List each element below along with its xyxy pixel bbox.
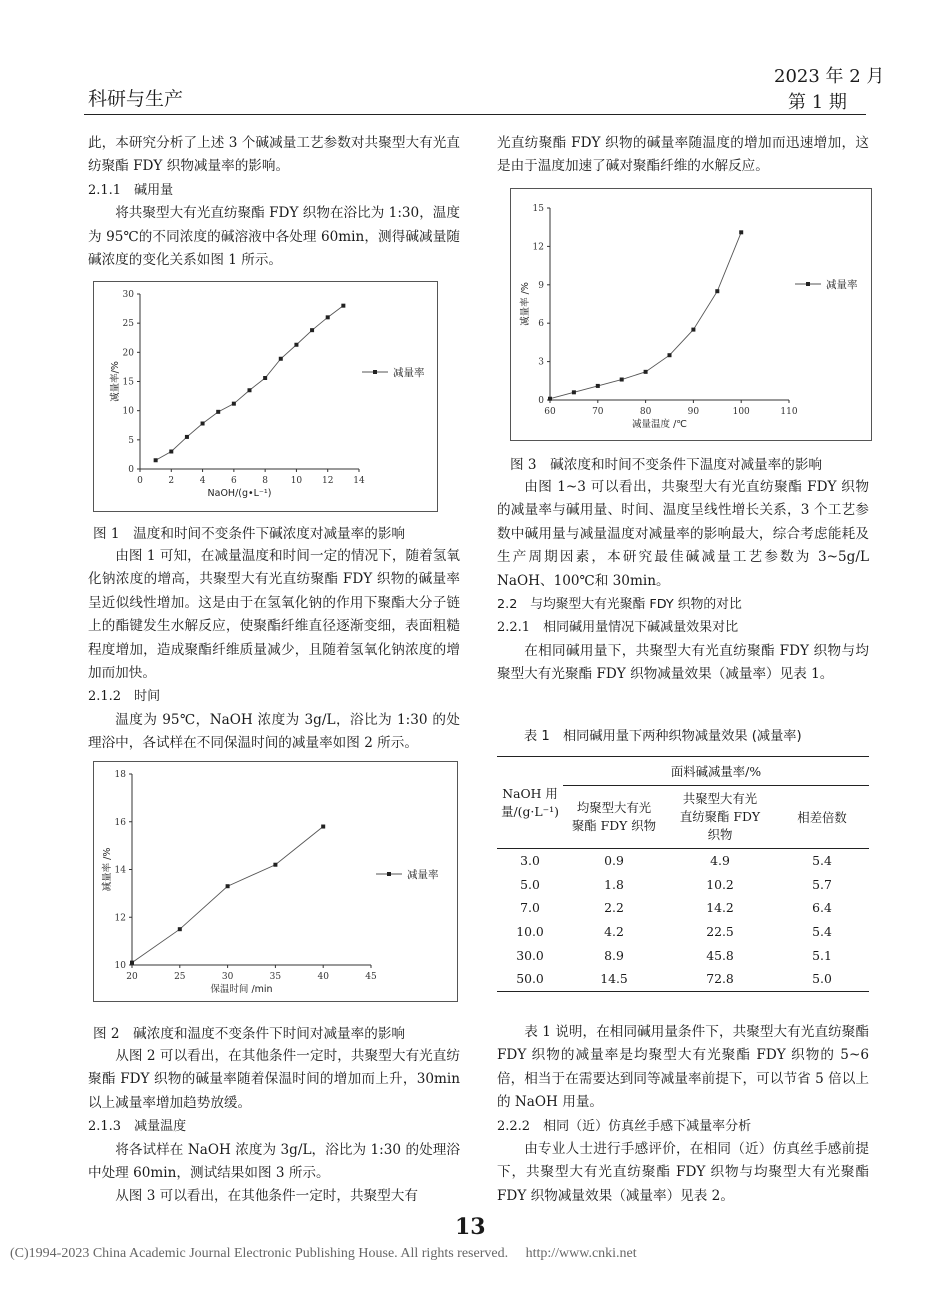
table-row <box>497 896 869 920</box>
table-cell: 14.2 <box>706 900 734 916</box>
y-tick-label: 15 <box>532 204 544 214</box>
x-tick-label: 4 <box>199 476 206 486</box>
table-row <box>497 873 869 897</box>
data-point <box>321 825 325 829</box>
section-heading-2-1-1: 2.1.1 碱用量 <box>88 182 174 198</box>
paragraph: 将各试样在 NaOH 浓度为 3g/L，浴比为 1:30 的处理浴中处理 60min，测试结果如图 3 所示。 <box>88 1141 460 1182</box>
paragraph: 从图 2 可以看出，在其他条件一定时，共聚型大有光直纺聚酯 FDY 织物的碱量率随着保温时间的增加而上升，30min 以上减量率增加趋势放缓。 <box>88 1048 460 1111</box>
y-tick-label: 14 <box>114 865 126 876</box>
table-1-title: 表 1 相同碱用量下两种织物减量效果 (减量率) <box>524 729 802 744</box>
paragraph: 光直纺聚酯 FDY 织物的碱量率随温度的增加而迅速增加，这是由于温度加速了碱对聚酯纤维的水解反应。 <box>497 135 869 175</box>
x-tick-label: 8 <box>262 476 269 486</box>
table-cell: 4.9 <box>710 853 730 869</box>
table-header-naoh <box>497 757 563 849</box>
issue-date: 2023 年 2 月 <box>774 66 885 87</box>
y-axis-label: 减量率/% <box>110 361 121 402</box>
table-cell: 2.2 <box>604 900 624 916</box>
x-axis-label: NaOH/(g•L⁻¹) <box>207 488 272 499</box>
data-point <box>620 378 624 382</box>
figure-1-caption: 图 1 温度和时间不变条件下碱浓度对减量率的影响 <box>93 526 406 542</box>
issue-number: 第 1 期 <box>788 92 847 113</box>
paragraph: 由图 1 可知，在减量温度和时间一定的情况下，随着氢氧化钠浓度的增高，共聚型大有光直纺聚酯 FDY 织物的碱量率呈近似线性增加。这是由于在氢氧化钠的作用下聚酯大分子链上的酯键发生水解反应，使聚酯纤维直径逐渐变细，表面粗糙程度增加，造成聚酯纤维质量减少，且随着氢氧化钠浓度的增加而加快。 <box>88 548 460 682</box>
x-axis-label: 减量温度 /℃ <box>632 419 687 430</box>
table-cell: 10.0 <box>516 924 544 940</box>
data-point <box>273 863 277 867</box>
section-heading-2-2-1: 2.2.1 相同碱用量情况下碱减量效果对比 <box>497 620 739 636</box>
table-1 <box>497 756 869 992</box>
header-line: 均聚型大有光 <box>576 800 652 815</box>
y-tick-label: 25 <box>122 319 134 330</box>
figure-1 <box>93 281 438 512</box>
legend-label: 减量率 <box>407 869 439 881</box>
x-tick-label: 20 <box>126 972 138 982</box>
data-point <box>226 884 230 888</box>
x-tick-label: 30 <box>221 972 234 982</box>
x-tick-label: 100 <box>732 407 750 417</box>
figure-3-chart <box>511 189 871 440</box>
data-point <box>326 315 330 319</box>
header-line: NaOH 用 <box>502 785 558 801</box>
table-cell: 1.8 <box>604 876 624 892</box>
legend-marker <box>373 370 377 374</box>
data-point <box>341 304 345 308</box>
data-point <box>169 450 173 454</box>
data-point <box>154 458 158 462</box>
table-cell: 10.2 <box>706 876 734 892</box>
header-line: 聚酯 FDY 织物 <box>571 818 657 833</box>
y-tick-label: 10 <box>114 961 126 971</box>
x-tick-label: 40 <box>317 972 329 982</box>
data-point <box>668 353 672 357</box>
section-heading-2-2-2: 2.2.2 相同（近）仿真丝手感下减量率分析 <box>497 1118 752 1134</box>
data-point <box>279 357 283 361</box>
figure-3 <box>510 188 872 441</box>
paragraph: 温度为 95℃，NaOH 浓度为 3g/L，浴比为 1:30 的处理浴中，各试样在不同保温时间的减量率如图 2 所示。 <box>88 711 460 752</box>
legend-label: 减量率 <box>393 367 425 379</box>
figure-2-chart <box>94 762 457 1001</box>
data-point <box>185 435 189 439</box>
y-tick-label: 6 <box>538 319 544 330</box>
x-tick-label: 35 <box>269 972 282 982</box>
right-column-top <box>497 132 869 179</box>
table-cell: 4.2 <box>604 924 624 940</box>
y-tick-label: 5 <box>128 435 134 446</box>
y-tick-label: 0 <box>538 396 544 406</box>
x-tick-label: 90 <box>687 407 700 417</box>
figure-2-caption: 图 2 碱浓度和温度不变条件下时间对减量率的影响 <box>93 1026 406 1042</box>
section-heading-2-1-2: 2.1.2 时间 <box>88 689 161 705</box>
table-cell: 50.0 <box>516 971 544 987</box>
data-point <box>263 376 267 380</box>
legend-label: 减量率 <box>826 279 858 291</box>
right-column-mid <box>497 476 869 687</box>
left-column-mid <box>88 545 460 756</box>
data-point <box>739 230 743 234</box>
table-header-copoly <box>665 786 775 849</box>
x-tick-label: 110 <box>780 407 798 417</box>
data-point <box>715 289 719 293</box>
x-tick-label: 2 <box>168 476 175 486</box>
data-point <box>644 370 648 374</box>
x-tick-label: 60 <box>544 407 556 417</box>
table-cell: 5.0 <box>812 971 832 987</box>
y-tick-label: 30 <box>122 290 134 300</box>
data-point <box>310 328 314 332</box>
y-tick-label: 10 <box>122 406 134 417</box>
data-point <box>201 422 205 426</box>
table-cell: 8.9 <box>604 947 624 963</box>
table-row <box>497 849 869 873</box>
series-line <box>156 306 344 461</box>
section-heading-2-1-3: 2.1.3 减量温度 <box>88 1119 187 1135</box>
table-cell: 6.4 <box>812 900 832 916</box>
y-tick-label: 16 <box>114 817 126 828</box>
y-axis-label: 减量率 /% <box>102 847 113 892</box>
x-tick-label: 10 <box>290 476 303 486</box>
table-cell: 22.5 <box>706 924 734 940</box>
data-point <box>216 410 220 414</box>
y-tick-label: 3 <box>538 357 544 368</box>
paragraph: 由专业人士进行手感评价，在相同（近）仿真丝手感前提下，共聚型大有光直纺聚酯 FDY 织物与均聚型大有光聚酯 FDY 织物减量效果（减量率）见表 2。 <box>497 1141 869 1204</box>
y-tick-label: 12 <box>114 913 126 924</box>
header-line: 直纺聚酯 FDY <box>679 809 761 824</box>
data-point <box>232 402 236 406</box>
x-tick-label: 12 <box>321 476 334 486</box>
table-cell: 45.8 <box>706 947 734 963</box>
header-line: 织物 <box>707 827 733 842</box>
data-point <box>596 384 600 388</box>
figure-3-caption: 图 3 碱浓度和时间不变条件下温度对减量率的影响 <box>510 457 823 473</box>
y-tick-label: 20 <box>122 348 134 359</box>
paragraph: 由图 1~3 可以看出，共聚型大有光直纺聚酯 FDY 织物的减量率与碱用量、时间、温度呈线性增长关系，3 个工艺参数中碱用量与减量温度对减量率的影响最大，综合考虑能耗及生产周期因素，本研究最佳碱减量工艺参数为 3~5g/L NaOH、100℃和 30min。 <box>497 479 869 589</box>
data-point <box>294 343 298 347</box>
paragraph: 此，本研究分析了上述 3 个碱减量工艺参数对共聚型大有光直纺聚酯 FDY 织物减量率的影响。 <box>88 135 460 175</box>
paragraph: 在相同碱用量下，共聚型大有光直纺聚酯 FDY 织物与均聚型大有光聚酯 FDY 织物减量效果（减量率）见表 1。 <box>497 642 869 683</box>
table-cell: 5.4 <box>812 924 832 940</box>
section-heading-2-2: 2.2 与均聚型大有光聚酯 FDY 织物的对比 <box>497 597 742 613</box>
data-point <box>548 397 552 401</box>
table-cell: 0.9 <box>604 853 624 869</box>
journal-section: 科研与生产 <box>88 88 184 110</box>
right-column-bottom <box>497 1021 869 1208</box>
table-cell: 5.0 <box>520 876 540 892</box>
x-tick-label: 80 <box>639 407 652 417</box>
y-axis-label: 减量率 /% <box>520 282 531 326</box>
figure-1-chart <box>94 282 437 511</box>
table-cell: 7.0 <box>520 900 540 916</box>
paragraph: 从图 3 可以看出，在其他条件一定时，共聚型大有 <box>115 1188 418 1205</box>
header-line: 共聚型大有光 <box>682 791 758 806</box>
table-cell: 30.0 <box>516 947 544 963</box>
table-header-ratio: 相差倍数 <box>797 810 847 825</box>
header-rule <box>84 114 866 115</box>
data-point <box>130 961 134 965</box>
header-line: 量/(g·L⁻¹) <box>501 803 559 819</box>
data-point <box>248 388 252 392</box>
x-tick-label: 0 <box>137 476 143 486</box>
table-row <box>497 967 869 991</box>
left-column-bottom <box>88 1045 460 1209</box>
copyright-footer: (C)1994-2023 China Academic Journal Electronic Publishing House. All rights reserved. http://www.cnki.net <box>10 1246 637 1261</box>
paragraph: 将共聚型大有光直纺聚酯 FDY 织物在浴比为 1:30，温度为 95℃的不同浓度的碱溶液中各处理 60min，测得碱减量随碱浓度的变化关系如图 1 所示。 <box>88 205 460 269</box>
x-axis-label: 保温时间 /min <box>210 984 273 995</box>
figure-2 <box>93 761 458 1002</box>
table-row <box>497 920 869 944</box>
x-tick-label: 45 <box>365 972 377 982</box>
table-group-header: 面料碱减量率/% <box>563 757 869 786</box>
table-cell: 14.5 <box>600 971 628 987</box>
y-tick-label: 0 <box>128 465 134 475</box>
y-tick-label: 18 <box>114 770 126 780</box>
legend-marker <box>806 282 810 286</box>
x-tick-label: 25 <box>174 972 186 982</box>
table-cell: 5.4 <box>812 853 832 869</box>
table-row <box>497 943 869 967</box>
data-point <box>691 328 695 332</box>
x-tick-label: 6 <box>230 476 237 486</box>
x-tick-label: 70 <box>592 407 604 417</box>
series-line <box>132 827 323 963</box>
data-point <box>572 390 576 394</box>
table-cell: 72.8 <box>706 971 734 987</box>
page-number: 13 <box>455 1214 486 1240</box>
y-tick-label: 9 <box>538 280 544 291</box>
left-column-top <box>88 132 460 272</box>
x-tick-label: 14 <box>353 476 365 486</box>
data-point <box>178 927 182 931</box>
paragraph: 表 1 说明，在相同碱用量条件下，共聚型大有光直纺聚酯 FDY 织物的减量率是均聚型大有光聚酯 FDY 织物的 5~6 倍，相当于在需要达到同等减量率前提下，可以节省 5 倍以上的 NaOH 用量。 <box>497 1024 869 1111</box>
table-cell: 5.1 <box>812 947 832 963</box>
y-tick-label: 12 <box>532 242 544 253</box>
y-tick-label: 15 <box>122 377 134 388</box>
legend-marker <box>387 872 391 876</box>
table-header-homo <box>563 786 665 849</box>
table-cell: 5.7 <box>812 876 832 892</box>
table-cell: 3.0 <box>520 853 540 869</box>
